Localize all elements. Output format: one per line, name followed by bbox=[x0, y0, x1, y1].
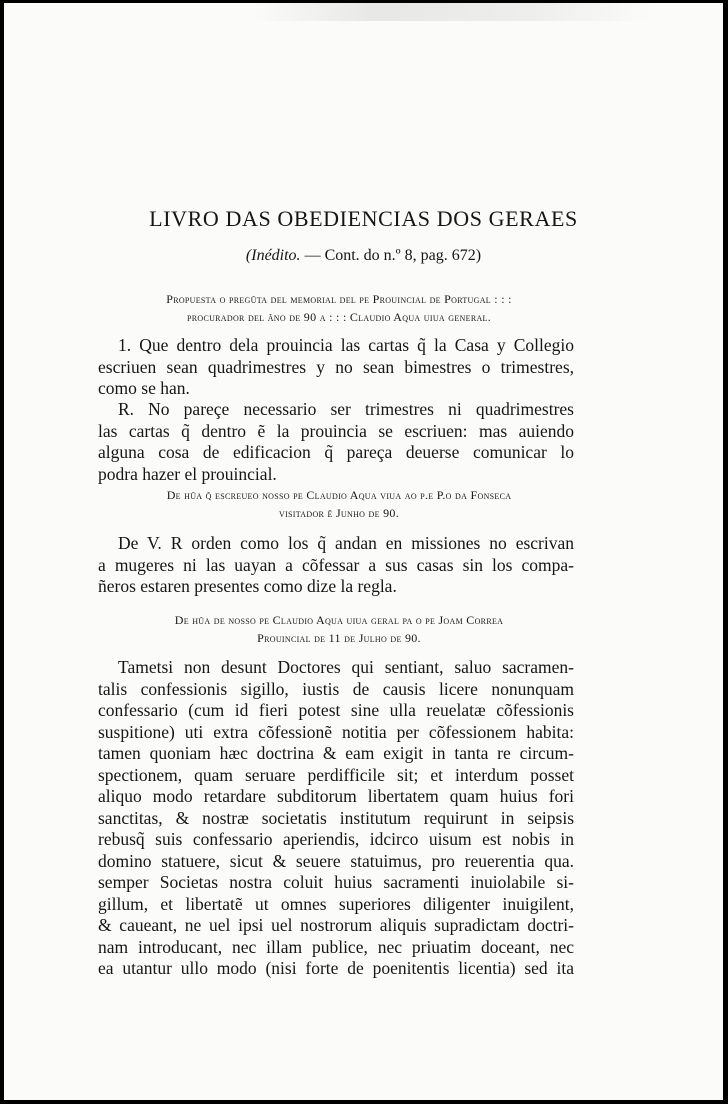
heading-line: procurador del ãno de 90 a : : : Claudio Aqua uiua general. bbox=[186, 310, 492, 324]
text-line: alguna cosa de edificacion q̃ pareça deuerse comunicar lo bbox=[98, 442, 574, 462]
text-line: ñeros estaren presentes como dize la regla. bbox=[98, 576, 397, 596]
book-page bbox=[4, 3, 723, 1100]
section-2-paragraph-1 bbox=[98, 533, 574, 598]
section-3-paragraph-1 bbox=[98, 657, 574, 980]
text-line: & caueant, ne uel ipsi uel nostrorum aliquis supradictam doctri- bbox=[98, 915, 574, 935]
text-line: gillum, et libertatẽ ut omnes superiores diligenter inuigilent, bbox=[98, 893, 574, 914]
section-2-heading bbox=[98, 486, 580, 522]
heading-line: Propuesta o pregũta del memorial del pe Prouincial de Portugal : : : bbox=[166, 292, 512, 306]
text-line: como se han. bbox=[98, 378, 190, 398]
scan-noise bbox=[254, 3, 654, 21]
page-title: LIVRO DAS OBEDIENCIAS DOS GERAES bbox=[149, 206, 578, 231]
text-line: talis confessionis sigillo, iustis de causis licere nonunquam bbox=[98, 678, 574, 699]
heading-line: Prouincial de 11 de Julho de 90. bbox=[257, 631, 421, 645]
section-1-heading bbox=[98, 290, 580, 326]
page-subtitle bbox=[4, 247, 723, 265]
text-line: R. No pareçe necessario ser trimestres ni quadrimestres bbox=[118, 399, 574, 419]
text-line: suspitione) uti extra cõfessionẽ notitia per cõfessionem habita: bbox=[98, 721, 574, 742]
subtitle-italic: (Inédito. bbox=[245, 247, 301, 264]
heading-line: visitador ẽ Junho de 90. bbox=[279, 506, 399, 520]
text-line: sanctitas, & nostræ societatis institutum requirunt in seipsis bbox=[98, 807, 574, 828]
text-line: domino statuere, sicut & seuere statuimus, pro reuerentia qua. bbox=[98, 850, 574, 871]
heading-line: De hũa de nosso pe Claudio Aqua uiua geral pa o pe Joam Correa bbox=[174, 613, 504, 627]
text-line: las cartas q̃ dentro ẽ la prouincia se escriuen: mas auiendo bbox=[98, 420, 574, 441]
text-line: nam introducant, nec illam publice, nec priuatim doceant, nec bbox=[98, 936, 574, 957]
section-1-paragraph-1 bbox=[98, 335, 574, 400]
section-1-paragraph-2 bbox=[98, 399, 574, 485]
text-line: aliquo modo retardare subditorum libertatem quam huius fori bbox=[98, 786, 574, 806]
text-line: semper Societas nostra coluit huius sacramenti inuiolabile si- bbox=[98, 872, 574, 892]
text-line: confessario (cum id fieri potest sine ulla reuelatæ cõfessionis bbox=[98, 700, 574, 720]
text-line: Tametsi non desunt Doctores qui sentiant, saluo sacramen- bbox=[118, 657, 574, 677]
section-3-heading bbox=[98, 611, 580, 647]
text-line: spectionem, quam seruare perdifficile sit; et interdum posset bbox=[98, 764, 574, 785]
text-line: podra hazer el prouincial. bbox=[98, 463, 277, 484]
text-line: ea utantur ullo modo (nisi forte de poenitentis licentia) sed ita bbox=[98, 958, 574, 978]
text-line: rebusq̃ suis confessario aperiendis, idcirco uisum est nobis in bbox=[98, 829, 574, 849]
text-line: escriuen sean quadrimestres y no sean bimestres o trimestres, bbox=[98, 356, 574, 377]
text-line: 1. Que dentro dela prouincia las cartas q̃ la Casa y Collegio bbox=[118, 335, 574, 355]
text-line: De V. R orden como los q̃ andan en missiones no escrivan bbox=[118, 533, 574, 553]
subtitle-rest: — Cont. do n.º 8, pag. 672) bbox=[300, 247, 482, 264]
text-line: a mugeres ni las uayan a cõfessar a sus casas sin los compa- bbox=[98, 554, 574, 575]
heading-line: De hũa q̃ escreueo nosso pe Claudio Aqua viua ao p.e P.o da Fonseca bbox=[166, 488, 512, 502]
text-line: tamen quoniam hæc doctrina & eam exigit in tanta re circum- bbox=[98, 743, 574, 763]
